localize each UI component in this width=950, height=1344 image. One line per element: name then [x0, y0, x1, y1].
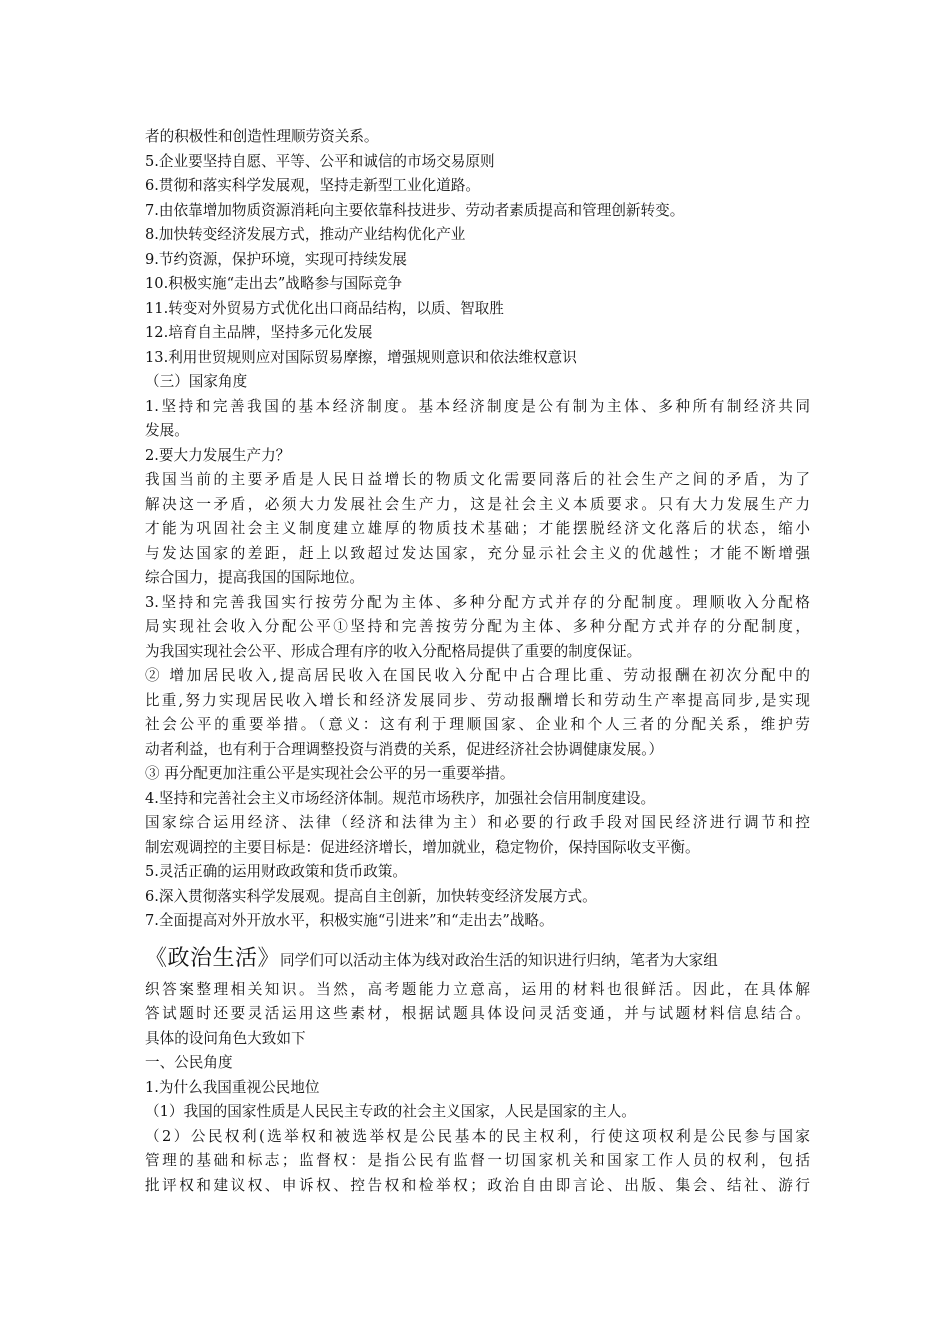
paragraph-line: 与发达国家的差距，赶上以致超过发达国家，充分显示社会主义的优越性；才能不断增强: [145, 544, 810, 562]
paragraph-line: （2）公民权利(选举权和被选举权是公民基本的民主权利，行使这项权利是公民参与国家: [145, 1127, 810, 1145]
list-item: （1）我国的国家性质是人民民主专政的社会主义国家，人民是国家的主人。: [145, 1103, 636, 1120]
list-item: 6.深入贯彻落实科学发展观。提高自主创新，加快转变经济发展方式。: [145, 887, 597, 905]
economics-section: [145, 125, 810, 934]
list-item: 6.贯彻和落实科学发展观，坚持走新型工业化道路。: [145, 177, 480, 194]
paragraph-line: 综合国力，提高我国的国际地位。: [145, 569, 364, 586]
paragraph-line: 制宏观调控的主要目标是：促进经济增长，增加就业，稳定物价，保持国际收支平衡。: [145, 838, 700, 856]
paragraph-line: 解决这一矛盾，必须大力发展社会生产力，这是社会主义本质要求。只有大力发展生产力: [145, 495, 810, 513]
politics-section: [145, 942, 810, 1199]
list-item: 13.利用世贸规则应对国际贸易摩擦，增强规则意识和依法维权意识: [145, 348, 577, 366]
list-item: 2.要大力发展生产力？: [145, 446, 291, 464]
list-item: 1.为什么我国重视公民地位: [145, 1078, 320, 1096]
paragraph-line: 局实现社会收入分配公平①坚持和完善按劳分配为主体、多种分配方式并存的分配制度，: [145, 618, 810, 635]
paragraph-line: 答试题时还要灵活运用这些素材，根据试题具体设问灵活变通，并与试题材料信息结合。: [145, 1005, 810, 1022]
subsection-heading: 一、公民角度: [145, 1054, 233, 1071]
paragraph-line: 1.坚持和完善我国的基本经济制度。基本经济制度是公有制为主体、多种所有制经济共同: [145, 397, 810, 415]
paragraph-line: ② 增加居民收入,提高居民收入在国民收入分配中占合理比重、劳动报酬在初次分配中的: [145, 667, 810, 684]
paragraph-line: 国家综合运用经济、法律（经济和法律为主）和必要的行政手段对国民经济进行调节和控: [145, 814, 810, 831]
paragraph-line: 3.坚持和完善我国实行按劳分配为主体、多种分配方式并存的分配制度。理顺收入分配格: [145, 593, 810, 611]
paragraph-line: 批评权和建议权、申诉权、控告权和检举权；政治自由即言论、出版、集会、结社、游行: [145, 1176, 810, 1194]
list-item: 5.灵活正确的运用财政政策和货币政策。: [145, 863, 408, 880]
list-item: 7.全面提高对外开放水平，积极实施“引进来”和“走出去”战略。: [145, 912, 554, 929]
paragraph-line: ③ 再分配更加注重公平是实现社会公平的另一重要举措。: [145, 765, 515, 782]
list-item: 7.由依靠增加物质资源消耗向主要依靠科技进步、劳动者素质提高和管理创新转变。: [145, 201, 685, 219]
subsection-heading: （三）国家角度: [145, 373, 248, 390]
list-item: 4.坚持和完善社会主义市场经济体制。规范市场秩序，加强社会信用制度建设。: [145, 789, 656, 807]
text-line: 者的积极性和创造性理顺劳资关系。: [145, 128, 379, 145]
list-item: 9.节约资源，保护环境，实现可持续发展: [145, 250, 408, 268]
document-page: [145, 125, 810, 1198]
paragraph-line: 具体的设问角色大致如下: [145, 1029, 306, 1047]
list-item: 5.企业要坚持自愿、平等、公平和诚信的市场交易原则: [145, 152, 495, 170]
paragraph-line: 为我国实现社会公平、形成合理有序的收入分配格局提供了重要的制度保证。: [145, 642, 642, 660]
section-heading-line: [145, 942, 810, 978]
paragraph-line: 发展。: [145, 422, 189, 439]
paragraph-line: 管理的基础和标志；监督权：是指公民有监督一切国家机关和国家工作人员的权利，包括: [145, 1152, 810, 1169]
paragraph-line: 比重,努力实现居民收入增长和经济发展同步、劳动报酬增长和劳动生产率提高同步,是实现: [145, 691, 810, 709]
list-item: 10.积极实施“走出去”战略参与国际竞争: [145, 275, 403, 292]
section-title: 《政治生活》: [145, 945, 281, 971]
paragraph-line: 织答案整理相关知识。当然，高考题能力立意高，运用的材料也很鲜活。因此，在具体解: [145, 980, 810, 998]
list-item: 8.加快转变经济发展方式，推动产业结构优化产业: [145, 226, 466, 243]
list-item: 12.培育自主品牌，坚持多元化发展: [145, 324, 373, 341]
paragraph-line: 社会公平的重要举措。（意义：这有利于理顺国家、企业和个人三者的分配关系，维护劳: [145, 716, 810, 733]
paragraph-line: 我国当前的主要矛盾是人民日益增长的物质文化需要同落后的社会生产之间的矛盾，为了: [145, 471, 810, 488]
paragraph-line: 动者利益，也有利于合理调整投资与消费的关系，促进经济社会协调健康发展。）: [145, 740, 664, 758]
list-item: 11.转变对外贸易方式优化出口商品结构，以质、智取胜: [145, 299, 504, 317]
paragraph-line: 才能为巩固社会主义制度建立雄厚的物质技术基础；才能摆脱经济文化落后的状态，缩小: [145, 520, 810, 537]
section-intro: 同学们可以活动主体为线对政治生活的知识进行归纳，笔者为大家组: [280, 951, 718, 969]
